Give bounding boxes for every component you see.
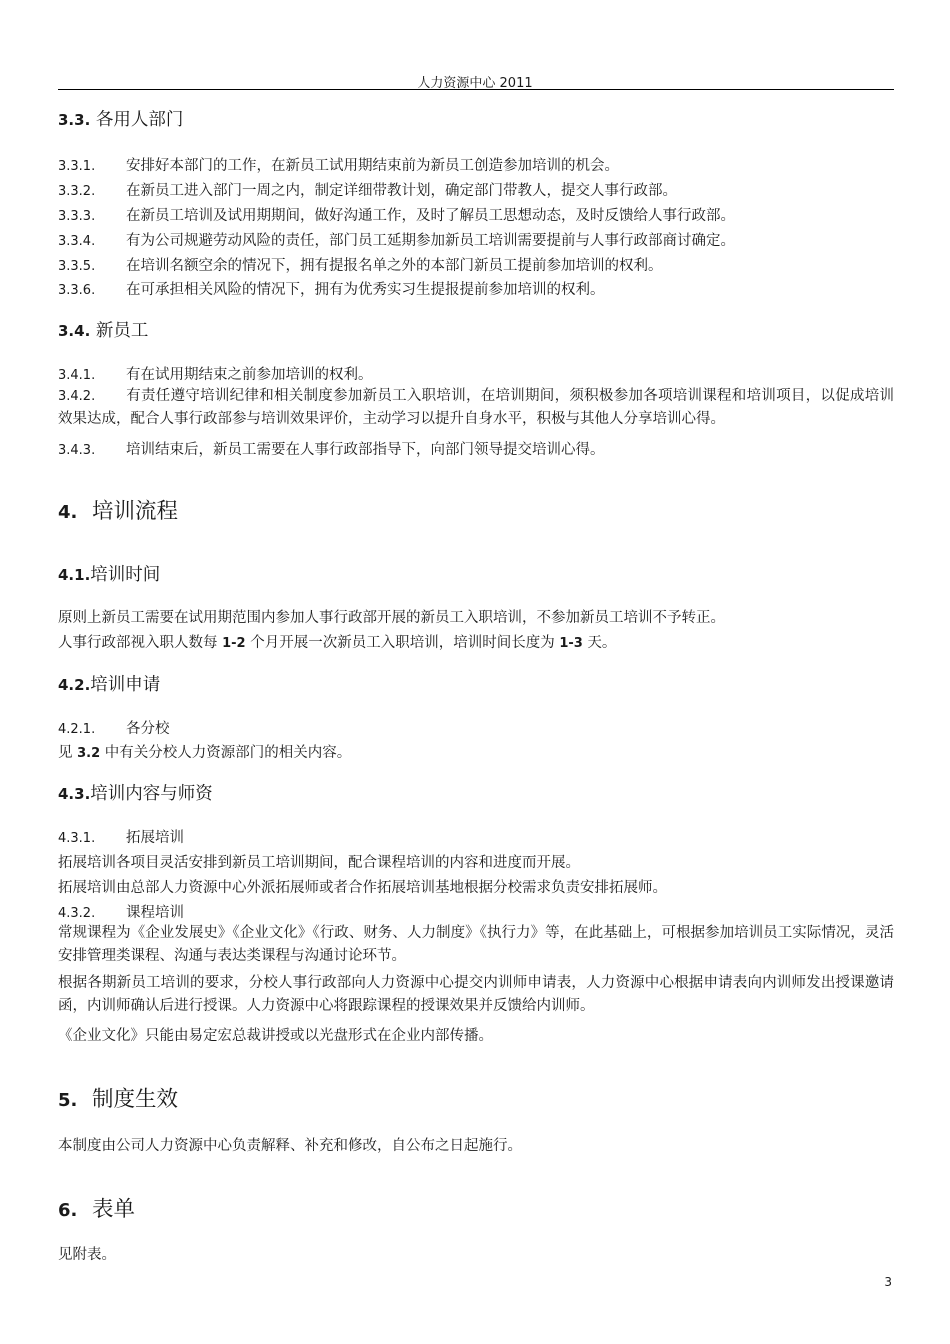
list-item <box>58 229 894 250</box>
list-item <box>58 179 894 200</box>
section-3-3-heading <box>58 106 894 131</box>
section-number: 6. <box>58 1200 78 1221</box>
section-6-heading <box>58 1192 894 1223</box>
list-item <box>58 254 894 275</box>
paragraph: 原则上新员工需要在试用期范围内参加人事行政部开展的新员工入职培训，不参加新员工培训不予转正。 <box>58 610 725 626</box>
paragraph <box>58 741 894 762</box>
section-number: 4. <box>58 502 78 523</box>
item-number: 3.3.2. <box>58 184 96 199</box>
item-number: 3.3.3. <box>58 209 96 224</box>
text-run: 个月开展一次新员工入职培训，培训时间长度为 <box>245 635 560 651</box>
paragraph: 根据各期新员工培训的要求，分校人事行政部向人力资源中心提交内训师申请表，人力资源中心根据申请表向内训师发出授课邀请函，内训师确认后进行授课。人力资源中心将跟踪课程的授课效果并反馈给内训师。 <box>58 975 894 1014</box>
text-run: 见 <box>58 745 78 761</box>
section-4-2-heading <box>58 671 894 696</box>
item-number: 3.3.4. <box>58 234 96 249</box>
item-text: 课程培训 <box>126 905 184 921</box>
item-number: 3.4.3. <box>58 443 96 458</box>
item-text: 有为公司规避劳动风险的责任，部门员工延期参加新员工培训需要提前与人事行政部商讨确定。 <box>126 233 735 249</box>
list-item <box>58 901 894 922</box>
item-text: 在可承担相关风险的情况下，拥有为优秀实习生提报提前参加培训的权利。 <box>126 282 605 298</box>
item-number: 3.3.1. <box>58 159 96 174</box>
section-number: 3.4. <box>58 322 91 340</box>
list-item <box>58 154 894 175</box>
text-run: 中有关分校人力资源部门的相关内容。 <box>100 745 352 761</box>
item-text: 在新员工进入部门一周之内，制定详细带教计划，确定部门带教人，提交人事行政部。 <box>126 183 677 199</box>
item-text: 安排好本部门的工作，在新员工试用期结束前为新员工创造参加培训的机会。 <box>126 158 619 174</box>
item-text: 各分校 <box>126 721 170 737</box>
item-number: 3.3.5. <box>58 259 96 274</box>
item-number: 3.4.1. <box>58 368 96 383</box>
list-item <box>58 363 894 384</box>
section-4-heading <box>58 494 894 525</box>
text-run: 1-2 <box>222 636 246 651</box>
paragraph: 本制度由公司人力资源中心负责解释、补充和修改，自公布之日起施行。 <box>58 1138 522 1154</box>
paragraph: 拓展培训由总部人力资源中心外派拓展师或者合作拓展培训基地根据分校需求负责安排拓展师。 <box>58 880 667 896</box>
section-4-1-heading <box>58 561 894 586</box>
section-number: 4.2. <box>58 676 91 694</box>
section-title: 各用人部门 <box>95 110 184 130</box>
section-number: 4.1. <box>58 566 91 584</box>
text-run: 3.2 <box>77 746 101 761</box>
section-3-4-heading <box>58 317 894 342</box>
section-4-3-heading <box>58 780 894 805</box>
section-title: 培训流程 <box>92 499 179 524</box>
section-title: 表单 <box>92 1197 136 1222</box>
item-text: 有责任遵守培训纪律和相关制度参加新员工入职培训，在培训期间，须积极参加各项培训课程和培训项目，以促成培训效果达成，配合人事行政部参与培训效果评价，主动学习以提升自身水平，积极与其他人分享培训心得。 <box>58 388 894 427</box>
text-run: 天。 <box>582 635 617 651</box>
paragraph <box>58 631 894 652</box>
item-text: 拓展培训 <box>126 830 184 846</box>
paragraph: 常规课程为《企业发展史》《企业文化》《行政、财务、人力制度》《执行力》等，在此基础上，可根据参加培训员工实际情况，灵活安排管理类课程、沟通与表达类课程与沟通讨论环节。 <box>58 925 894 964</box>
item-number: 3.3.6. <box>58 283 96 298</box>
section-title: 新员工 <box>95 321 149 341</box>
text-run: 1-3 <box>559 636 583 651</box>
item-text: 在培训名额空余的情况下，拥有提报名单之外的本部门新员工提前参加培训的权利。 <box>126 258 663 274</box>
paragraph: 《企业文化》只能由易定宏总裁讲授或以光盘形式在企业内部传播。 <box>58 1028 493 1044</box>
section-title: 培训申请 <box>90 675 161 695</box>
list-item <box>58 438 894 459</box>
item-number: 4.3.2. <box>58 906 96 921</box>
header-rule <box>58 89 894 90</box>
section-5-heading <box>58 1082 894 1113</box>
section-title: 制度生效 <box>92 1087 179 1112</box>
item-text: 培训结束后，新员工需要在人事行政部指导下，向部门领导提交培训心得。 <box>126 442 605 458</box>
section-title: 培训时间 <box>90 565 161 585</box>
item-text: 有在试用期结束之前参加培训的权利。 <box>126 367 373 383</box>
list-item <box>58 278 894 299</box>
item-text: 在新员工培训及试用期期间，做好沟通工作，及时了解员工思想动态，及时反馈给人事行政部。 <box>126 208 735 224</box>
list-item <box>58 385 894 431</box>
section-number: 3.3. <box>58 111 91 129</box>
item-number: 4.3.1. <box>58 831 96 846</box>
page-header-title: 人力资源中心 2011 <box>417 76 533 91</box>
item-number: 4.2.1. <box>58 722 96 737</box>
paragraph: 见附表。 <box>58 1247 116 1263</box>
page-number: 3 <box>884 1275 892 1289</box>
item-number: 3.4.2. <box>58 389 96 404</box>
section-number: 5. <box>58 1090 78 1111</box>
section-number: 4.3. <box>58 785 91 803</box>
paragraph: 拓展培训各项目灵活安排到新员工培训期间，配合课程培训的内容和进度而开展。 <box>58 855 580 871</box>
text-run: 人事行政部视入职人数每 <box>58 635 223 651</box>
section-title: 培训内容与师资 <box>90 784 213 804</box>
list-item <box>58 204 894 225</box>
list-item <box>58 717 894 738</box>
list-item <box>58 826 894 847</box>
